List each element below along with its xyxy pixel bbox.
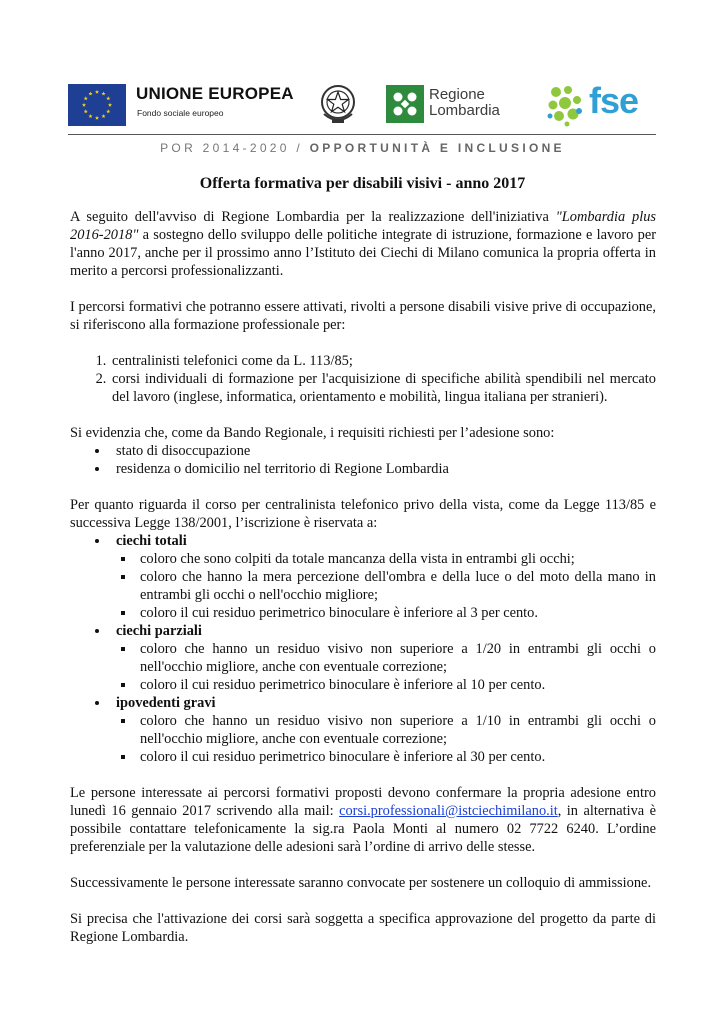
por-years: POR 2014-2020 / xyxy=(160,141,310,155)
list-item: • stato di disoccupazione xyxy=(110,442,656,460)
list-item: ▪ coloro che hanno un residuo visivo non superiore a 1/10 in entrambi gli occhi o nell'occhio migliore, anche con eventuale correzione; xyxy=(136,712,656,748)
eligibility-paragraph: Per quanto riguarda il corso per centralinista telefonico privo della vista, come da Legge 113/85 e successiva Legge 138/2001, l’iscrizione è riservata a: xyxy=(70,497,656,531)
regione-line1: Regione xyxy=(429,86,485,103)
eligibility-categories xyxy=(70,532,656,766)
requirements-paragraph: Si evidenzia che, come da Bando Regionale, i requisiti richiesti per l’adesione sono: xyxy=(70,425,555,441)
category-ipovedenti-gravi xyxy=(110,694,656,766)
intro-text-b: a sostegno dello sviluppo delle politiche integrate di istruzione, formazione e lavoro per l'anno 2017, anche per il prossimo anno l’Istituto dei Ciechi di Milano comunica la propria offerta in merito a percorsi professionalizzanti. xyxy=(70,227,656,279)
logo-header xyxy=(68,82,656,132)
category-title: ciechi parziali xyxy=(116,623,202,639)
intro-paragraph xyxy=(70,208,656,280)
email-link[interactable]: corsi.professionali@istciechimilano.it xyxy=(339,803,558,819)
list-item: ▪ coloro il cui residuo perimetrico binoculare è inferiore al 3 per cento. xyxy=(136,604,656,622)
requirements-list xyxy=(70,442,656,478)
eu-title: UNIONE EUROPEA xyxy=(136,84,294,103)
category-ciechi-parziali xyxy=(110,622,656,694)
por-banner xyxy=(0,141,725,155)
header-divider xyxy=(68,134,656,135)
por-program: OPPORTUNITÀ E INCLUSIONE xyxy=(309,141,565,155)
courses-list xyxy=(70,352,656,406)
category-criteria xyxy=(116,550,656,622)
fse-logo-text: fse xyxy=(589,80,639,121)
italian-republic-emblem-icon xyxy=(318,82,358,128)
category-title: ciechi totali xyxy=(116,533,187,549)
initiative-name: "Lombardia plus 2016-2018" xyxy=(70,209,656,243)
list-item: ▪ coloro il cui residuo perimetrico binoculare è inferiore al 30 per cento. xyxy=(136,748,656,766)
eu-flag-icon xyxy=(68,84,126,126)
contact-text-a: Le persone interessate ai percorsi formativi proposti devono confermare la propria adesione entro lunedì 16 gennaio 2017 scrivendo alla mail: xyxy=(70,785,656,819)
regione-lombardia-logo-icon xyxy=(386,85,424,123)
contact-text-b: , in alternativa è possibile contattare telefonicamente la sig.ra Paola Monti al numero 02 7722 6240. L’ordine preferenziale per la valutazione delle adesioni sarà l’ordine di arrivo delle stesse. xyxy=(70,803,656,855)
approval-paragraph: Si precisa che l'attivazione dei corsi sarà soggetta a specifica approvazione del progetto da parte di Regione Lombardia. xyxy=(70,911,656,945)
list-item: • residenza o domicilio nel territorio di Regione Lombardia xyxy=(110,460,656,478)
regione-lombardia-text xyxy=(429,87,500,119)
category-criteria xyxy=(116,712,656,766)
category-title: ipovedenti gravi xyxy=(116,695,216,711)
list-item: ▪ coloro che sono colpiti da totale mancanza della vista in entrambi gli occhi; xyxy=(136,550,656,568)
category-ciechi-totali xyxy=(110,532,656,622)
document-title: Offerta formativa per disabili visivi - anno 2017 xyxy=(199,175,526,192)
fse-symbol-icon xyxy=(546,83,586,127)
eu-subtitle: Fondo sociale europeo xyxy=(137,108,224,118)
interview-paragraph: Successivamente le persone interessate saranno convocate per sostenere un colloquio di ammissione. xyxy=(70,875,652,891)
list-item: ▪ coloro che hanno la mera percezione dell'ombra e della luce o del moto della mano in entrambi gli occhi o nell'occhio migliore; xyxy=(136,568,656,604)
regione-line2: Lombardia xyxy=(429,102,500,119)
document-body xyxy=(70,208,656,964)
category-criteria xyxy=(116,640,656,694)
list-item: 1. centralinisti telefonici come da L. 113/85; xyxy=(110,352,656,370)
list-item: ▪ coloro che hanno un residuo visivo non superiore a 1/20 in entrambi gli occhi o nell'occhio migliore, anche con eventuale correzione; xyxy=(136,640,656,676)
list-item: ▪ coloro il cui residuo perimetrico binoculare è inferiore al 10 per cento. xyxy=(136,676,656,694)
list-item: 2. corsi individuali di formazione per l'acquisizione di specifiche abilità spendibili nel mercato del lavoro (inglese, informatica, orientamento e mobilità, lingua italiana per stranieri). xyxy=(110,370,656,406)
intro-text-a: A seguito dell'avviso di Regione Lombardia per la realizzazione dell'iniziativa xyxy=(70,209,556,225)
contact-paragraph xyxy=(70,784,656,856)
courses-paragraph: I percorsi formativi che potranno essere attivati, rivolti a persone disabili visive prive di occupazione, si riferiscono alla formazione professionale per: xyxy=(70,299,656,333)
